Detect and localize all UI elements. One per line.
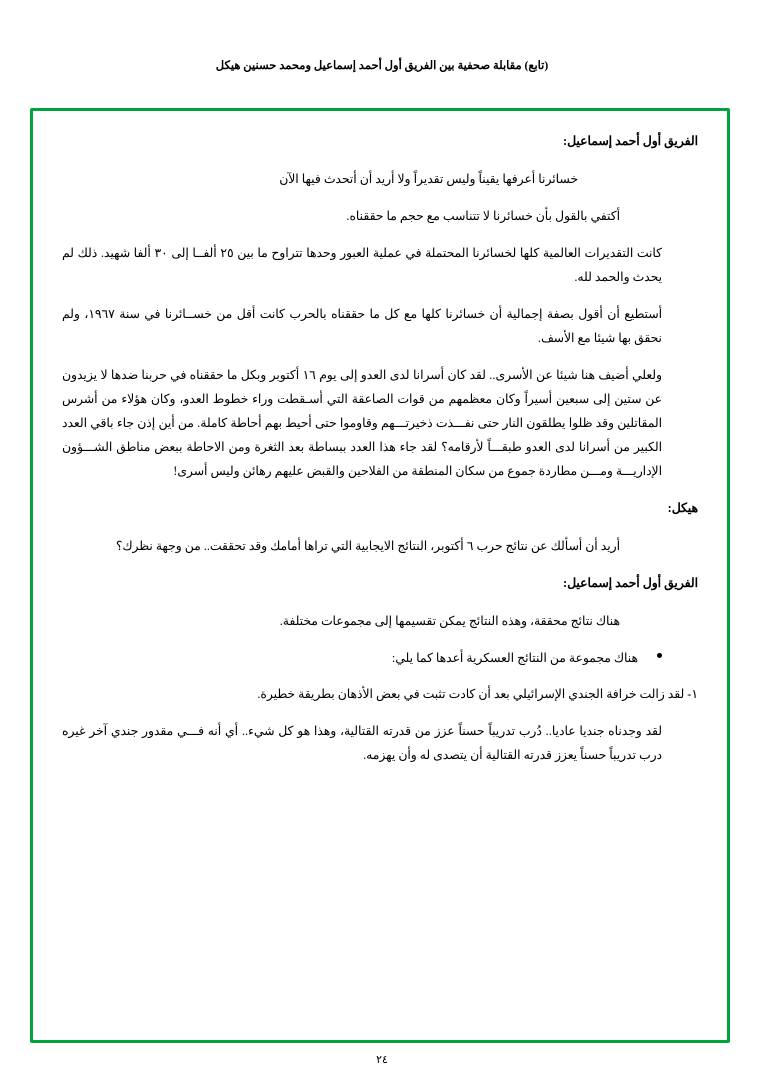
numbered-item-1: ١- لقد زالت خرافة الجندي الإسرائيلي بعد أن كادت تثبت في بعض الأذهان بطريقة خطيرة. <box>257 687 698 702</box>
speaker-label-ismail-1: الفريق أول أحمد إسماعيل: <box>563 134 698 148</box>
paragraph-world-estimates: كانت التقديرات العالمية كلها لخسائرنا المحتملة في عملية العبور وحدها تتراوح ما بين ٢٥ ألفــا إلى ٣٠ ألفا شهيد. ذلك لم يحدث والحمد لله. <box>62 245 662 284</box>
paragraph-question-results: أريد أن أسألك عن نتائج حرب ٦ أكتوبر، النتائج الايجابية التي تراها أمامك وقد تحققت.. من وجهة نظرك؟ <box>115 538 620 553</box>
paragraph-losses-known: خسائرنا أعرفها يقيناً وليس تقديراً ولا أريد أن أتحدث فيها الآن <box>279 171 578 186</box>
paragraph-ordinary-soldier: لقد وجدناه جنديا عاديا.. دُرب تدريباً حسناً عزز من قدرته القتالية، وهذا هو كل شيء.. أي أنه فـــي مقدور جندي آخر غيره درب تدريباً حسناً يعزز قدرته القتالية أن يتصدى له وأن يهزمه. <box>62 724 662 763</box>
list-item-military-results <box>62 647 698 671</box>
list-item-label: هناك مجموعة من النتائج العسكرية أعدها كما يلي: <box>391 650 638 665</box>
document-body <box>62 130 698 781</box>
speaker-label-heikal: هيكل: <box>667 500 698 515</box>
paragraph-results-groups: هناك نتائج محققة، وهذه النتائج يمكن تقسيمها إلى مجموعات مختلفة. <box>279 613 620 628</box>
bullet-dot-icon <box>657 653 662 658</box>
running-header: (تابع) مقابلة صحفية بين الفريق أول أحمد إسماعيل ومحمد حسنين هيكل <box>215 60 549 72</box>
speaker-label-ismail-2: الفريق أول أحمد إسماعيل: <box>563 575 698 590</box>
paragraph-comparison-1967: أستطيع أن أقول بصفة إجمالية أن خسائرنا كلها مع كل ما حققناه بالحرب كانت أقل من خســائرنا في سنة ١٩٦٧، ولم نحقق بها شيئا مع الأسف. <box>62 306 662 345</box>
paragraph-prisoners: ولعلي أضيف هنا شيئا عن الأسرى.. لقد كان أسرانا لدى العدو إلى يوم ١٦ أكتوبر وبكل ما حققناه في حربنا ضدها لا يزيدون عن ستين إلى سبعين أسيراً وكان معظمهم من قوات الصاعقة التي أسـقطت وراء خطوط العدو، وكان هؤلاء من أشرس المقاتلين وقد ظلوا يطلقون النار حتى نفـــذت ذخيرتـــهم وقاوموا حتى أحيط بهم أحاطة كاملة. من أين إذن جاء باقي العدد الكبير من أسرانا لدى العدو طبقـــاً لأرقامه؟ لقد جاء هذا العدد ببساطة بعد الثغرة ومن الاحاطة ببعض مناطق الشـــؤون الإداريـــة ومـــن مطاردة جموع من سكان المنطقة من الفلاحين والقبض عليهم رهائن وليس أسرى! <box>62 367 662 478</box>
page-number: ٢٤ <box>376 1054 388 1066</box>
paragraph-losses-proportion: أكتفي بالقول بأن خسائرنا لا تتناسب مع حجم ما حققناه. <box>346 208 620 223</box>
